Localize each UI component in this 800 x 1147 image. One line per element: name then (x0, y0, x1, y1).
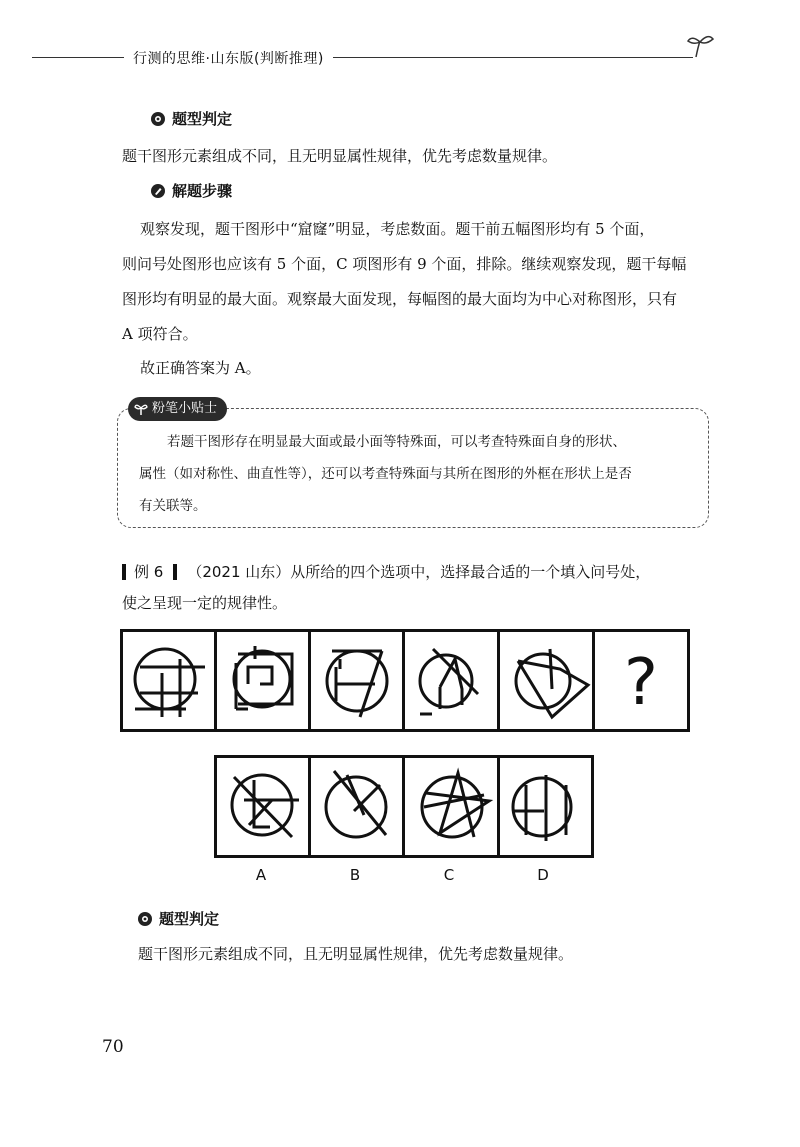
section-heading-type (150, 108, 232, 129)
answer-line: 故正确答案为 A。 (140, 359, 261, 377)
options-figure-row (214, 755, 594, 858)
solution-line: 则问号处图形也应该有 5 个面，C 项图形有 9 个面，排除。继续观察发现，题干每幅 (122, 255, 687, 273)
section-heading-label: 解题步骤 (172, 182, 233, 200)
solution-line: 图形均有明显的最大面。观察最大面发现，每幅图的最大面均为中心对称图形，只有 (122, 290, 678, 308)
example-bar-icon (122, 564, 126, 580)
option-figure-a[interactable] (232, 775, 299, 837)
option-figure-c[interactable] (422, 773, 489, 837)
figure-5 (516, 649, 588, 717)
solution-line: A 项符合。 (122, 325, 198, 343)
tip-label-text: 粉笔小贴士 (152, 401, 218, 416)
section-heading-label: 题型判定 (159, 910, 220, 928)
header-title: 行测的思维·山东版(判断推理) (133, 51, 324, 67)
option-label-d[interactable]: D (537, 866, 549, 884)
section-heading-type-2 (137, 908, 219, 929)
example-header (122, 557, 650, 587)
option-label-a[interactable]: A (255, 866, 267, 884)
solution-line: 观察发现，题干图形中“窟窿”明显，考虑数面。题干前五幅图形均有 5 个面， (140, 220, 655, 238)
tip-label (128, 397, 227, 421)
option-label-b[interactable]: B (349, 866, 361, 884)
figure-2 (234, 646, 292, 709)
sprout-icon (686, 33, 716, 59)
pen-icon (150, 183, 166, 199)
question-mark: ? (624, 646, 658, 720)
sprout-icon (134, 402, 148, 416)
tip-line: 有关联等。 (139, 498, 207, 514)
question-figure-row (120, 629, 690, 732)
header-rule-right (333, 57, 693, 58)
section-heading-steps (150, 180, 232, 201)
section3-text: 题干图形元素组成不同，且无明显属性规律，优先考虑数量规律。 (138, 945, 574, 963)
figure-3 (327, 651, 387, 717)
gear-icon (137, 911, 153, 927)
section-heading-label: 题型判定 (172, 110, 233, 128)
gear-icon (150, 111, 166, 127)
solution-paragraph (122, 212, 722, 352)
figure-4 (420, 649, 478, 714)
tip-content (139, 426, 699, 522)
section1-text: 题干图形元素组成不同，且无明显属性规律，优先考虑数量规律。 (122, 147, 558, 165)
example-question: （2021 山东）从所给的四个选项中，选择最合适的一个填入问号处， (187, 563, 651, 581)
header-rule-left (32, 57, 124, 58)
tip-line: 属性（如对称性、曲直性等），还可以考查特殊面与其所在图形的外框在形状上是否 (139, 466, 632, 482)
option-figure-d[interactable] (512, 775, 571, 841)
page-number: 70 (102, 1037, 124, 1057)
option-figure-b[interactable] (326, 771, 386, 837)
tip-line: 若题干图形存在明显最大面或最小面等特殊面，可以考查特殊面自身的形状、 (167, 434, 626, 450)
figure-1 (135, 649, 205, 717)
option-label-c[interactable]: C (443, 866, 455, 884)
example-bar-icon (173, 564, 177, 580)
example-label: 例 6 (134, 563, 164, 581)
example-question-cont: 使之呈现一定的规律性。 (122, 594, 288, 612)
